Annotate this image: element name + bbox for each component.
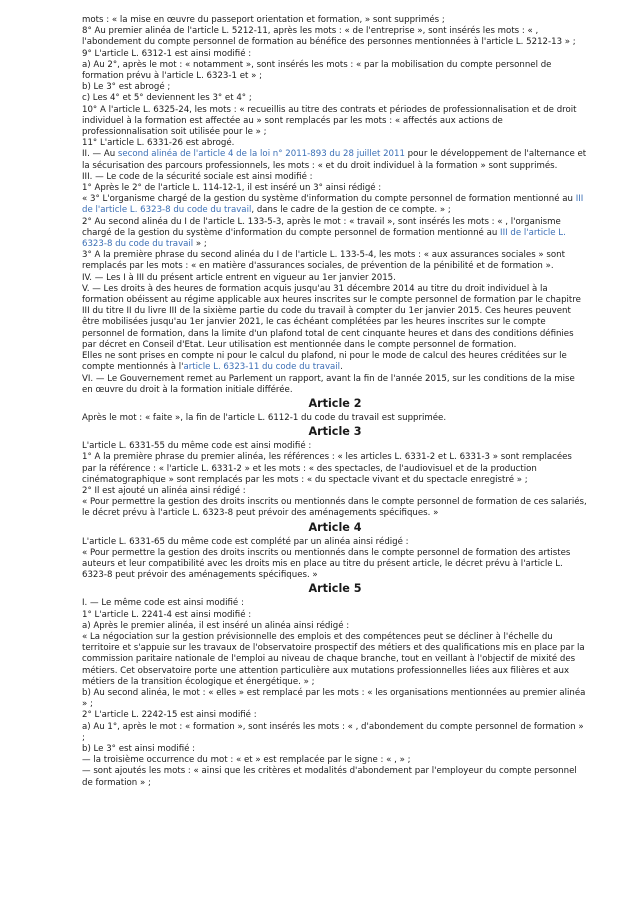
paragraph-V: V. — Les droits à des heures de formation acquis jusqu'au 31 décembre 2014 au titre du droit individuel à la formation obéissent au régime applicable aux heures inscrites sur le compte personnel de formation par le chapitre III du titre II du livre III de la sixième partie du code du travail à compter du 1er janvier 2015. Ces heures peuvent être mobilisées jusqu'au 1er janvier 2021, le cas échéant complétées par les heures inscrites sur le compte personnel de formation, dans la limite d'un plafond total de cent cinquante heures et dans des conditions définies par décret en Conseil d'Etat. Leur utilisation est mentionnée dans le compte personnel de formation.: [82, 283, 581, 350]
paragraph: 1° A la première phrase du premier alinéa, les références : « les articles L. 6331-2 et L. 6331-3 » sont remplacées par la référence : « l'article L. 6331-2 » et les mots : « des spectacles, de l'audiovisuel et de la production cinématographique » sont remplacés par les mots : « du spectacle vivant et du spectacle enregistré » ;: [82, 452, 572, 485]
paragraph: 10° A l'article L. 6325-24, les mots : « recueillis au titre des contrats et périodes de professionnalisation et de droit individuel à la formation est affectée au » sont remplacés par les mots : « affectés aux actions de professionnalisation soit utilisée pour le » ;: [82, 104, 577, 138]
paragraph: — sont ajoutés les mots : « ainsi que les critères et modalités d'abondement par l'employeur du compte personnel de formation » ;: [82, 766, 577, 788]
paragraph-IV: IV. — Les I à III du présent article entrent en vigueur au 1er janvier 2015.: [82, 272, 396, 283]
paragraph: 2° Il est ajouté un alinéa ainsi rédigé :: [82, 485, 246, 496]
paragraph-III-1: « 3° L'organisme chargé de la gestion du système d'information du compte personnel de formation mentionné au III de l'article L. 6323-8 du code du travail, dans le cadre de la gestion de ce compte. » ;: [82, 194, 584, 216]
paragraph: 11° L'article L. 6331-26 est abrogé.: [82, 138, 235, 149]
paragraph-II: II. — Au second alinéa de l'article 4 de la loi n° 2011-893 du 28 juillet 2011 pour le développement de l'alternance et la sécurisation des parcours professionnels, les mots : « et du droit individuel à la formation » sont supprimés.: [82, 149, 587, 171]
article-4-heading: Article 4: [308, 520, 362, 534]
paragraph: a) Au 1°, après le mot : « formation », sont insérés les mots : « , d'abondement du compte personnel de formation » ;: [82, 721, 584, 743]
paragraph: 9° L'article L. 6312-1 est ainsi modifié :: [82, 48, 252, 59]
paragraph: L'article L. 6331-55 du même code est ainsi modifié :: [82, 441, 312, 452]
paragraph-VI: VI. — Le Gouvernement remet au Parlement un rapport, avant la fin de l'année 2015, sur les conditions de la mise en œuvre du droit à la formation initiale différée.: [82, 373, 575, 395]
paragraph: 1° L'article L. 2241-4 est ainsi modifié :: [82, 609, 252, 620]
paragraph-V-2: Elles ne sont prises en compte ni pour le calcul du plafond, ni pour le mode de calcul des heures créditées sur le compte mentionnés à l'article L. 6323-11 du code du travail.: [82, 351, 567, 373]
paragraph: mots : « la mise en œuvre du passeport orientation et formation, » sont supprimés ;: [82, 15, 445, 25]
paragraph: L'article L. 6331-65 du même code est complété par un alinéa ainsi rédigé :: [82, 536, 409, 547]
intro-section: [82, 15, 588, 149]
paragraph: I. — Le même code est ainsi modifié :: [82, 598, 244, 609]
paragraph: 1° Après le 2° de l'article L. 114-12-1, il est inséré un 3° ainsi rédigé :: [82, 183, 382, 194]
paragraph: a) Au 2°, après le mot : « notamment », sont insérés les mots : « par la mobilisation du compte personnel de formation prévu à l'article L. 6323-1 et » ;: [82, 59, 552, 82]
paragraph: « Pour permettre la gestion des droits inscrits ou mentionnés dans le compte personnel de formation des artistes auteurs et leur compatibilité avec les droits mis en place au titre du présent article, le décret prévu à l'article L. 6323-8 peut prévoir des aménagements spécifiques. »: [82, 547, 571, 581]
paragraph: a) Après le premier alinéa, il est inséré un alinéa ainsi rédigé :: [82, 620, 350, 631]
paragraph: « La négociation sur la gestion prévisionnelle des emplois et des compétences peut se décliner à l'échelle du territoire et s'appuie sur les travaux de l'observatoire prospectif des métiers et des qualifications mis en place par la commission paritaire nationale de l'emploi au niveau de chaque branche, tout en veillant à l'objectif de mixité des métiers. Cet observatoire porte une attention particulière aux mutations professionnelles liées aux filières et aux métiers de la transition écologique et énergétique. » ;: [82, 631, 585, 687]
article-2-heading: Article 2: [308, 396, 362, 410]
paragraph: 8° Au premier alinéa de l'article L. 5212-11, après les mots : « de l'entreprise », sont insérés les mots : « , l'abondement du compte personnel de formation au bénéfice des personnes mentionnées à l'article L. 5212-13 » ;: [82, 26, 576, 48]
article-3-heading: Article 3: [308, 425, 362, 439]
paragraph: 3° A la première phrase du second alinéa du I de l'article L. 133-5-4, les mots : « aux assurances sociales » sont remplacés par les mots : « en matière d'assurances sociales, de prévention de la pénibilité et de formation ».: [82, 250, 565, 272]
paragraph: c) Les 4° et 5° deviennent les 3° et 4° ;: [82, 93, 252, 104]
code-link[interactable]: III de l'article L. 6323-8 du code du travail: [82, 194, 584, 216]
paragraph: Après le mot : « faite », la fin de l'article L. 6112-1 du code du travail est supprimée.: [82, 412, 447, 423]
paragraph: b) Le 3° est ainsi modifié :: [82, 743, 196, 754]
paragraph: 2° L'article L. 2242-15 est ainsi modifié :: [82, 710, 257, 721]
code-link[interactable]: article L. 6323-11 du code du travail: [183, 362, 341, 373]
paragraph-III-2: 2° Au second alinéa du I de l'article L. 133-5-3, après le mot : « travail », sont insérés les mots : « , l'organisme chargé de la gestion du système d'information du compte personnel de formation mentionné au III de l'article L. 6323-8 du code du travail » ;: [82, 216, 566, 250]
paragraph: b) Le 3° est abrogé ;: [82, 82, 171, 93]
law-link[interactable]: second alinéa de l'article 4 de la loi n° 2011-893 du 28 juillet 2011: [117, 149, 405, 160]
paragraph: — la troisième occurrence du mot : « et » est remplacée par le signe : « , » ;: [82, 755, 411, 766]
paragraph: III. — Le code de la sécurité sociale est ainsi modifié :: [82, 171, 313, 182]
paragraph: b) Au second alinéa, le mot : « elles » est remplacé par les mots : « les organisations mentionnées au premier alinéa » ;: [82, 687, 586, 710]
paragraph: « Pour permettre la gestion des droits inscrits ou mentionnés dans le compte personnel de formation de ces salariés, le décret prévu à l'article L. 6323-8 peut prévoir des aménagements spécifiques. »: [82, 497, 587, 519]
code-link[interactable]: III de l'article L. 6323-8 du code du travail: [82, 227, 566, 250]
article-5-heading: Article 5: [308, 582, 362, 596]
